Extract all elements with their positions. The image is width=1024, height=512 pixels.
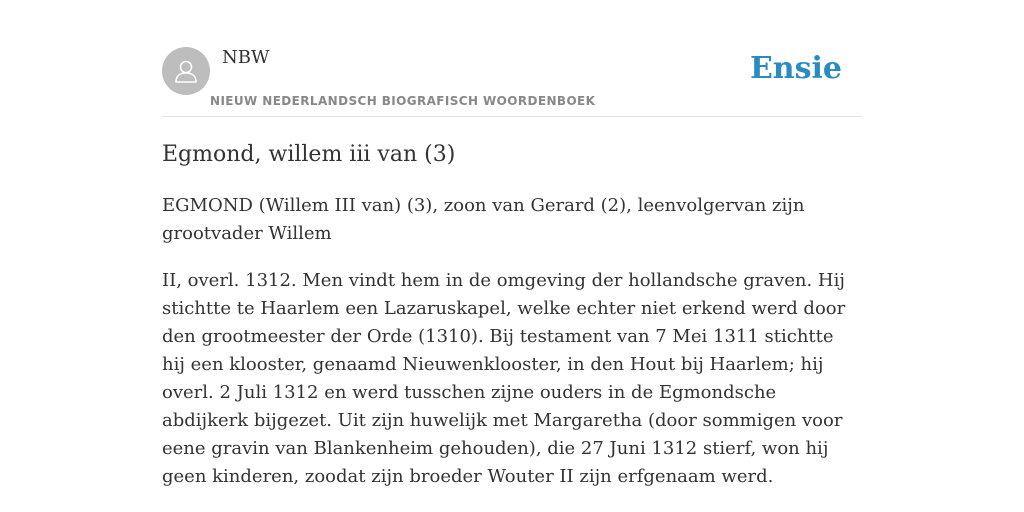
article-paragraph-1: EGMOND (Willem III van) (3), zoon van Gerard (2), leenvolgervan zijn grootvader Willem bbox=[162, 195, 805, 244]
page-header bbox=[162, 0, 862, 117]
brand-logo[interactable]: Ensie bbox=[749, 51, 842, 86]
author-avatar[interactable] bbox=[162, 47, 210, 95]
source-subtitle: NIEUW NEDERLANDSCH BIOGRAFISCH WOORDENBOEK bbox=[210, 94, 596, 108]
user-icon bbox=[172, 57, 200, 85]
article-paragraph-2: II, overl. 1312. Men vindt hem in de omgeving der hollandsche graven. Hij stichtte te Haarlem een Lazaruskapel, welke echter niet erkend werd door den grootmeester der Orde (1310). Bij testament van 7 Mei 1311 stichtte hij een klooster, genaamd Nieuwenklooster, in den Hout bij Haarlem; hij overl. 2 Juli 1312 en werd tusschen zijne ouders in de Egmondsche abdijkerk bijgezet. Uit zijn huwelijk met Margaretha (door sommigen voor eene gravin van Blankenheim gehouden), die 27 Juni 1312 stierf, won hij geen kinderen, zoodat zijn broeder Wouter II zijn erfgenaam werd. bbox=[162, 270, 846, 487]
author-name[interactable]: NBW bbox=[222, 47, 270, 68]
article-title: Egmond, willem iii van (3) bbox=[162, 142, 456, 167]
